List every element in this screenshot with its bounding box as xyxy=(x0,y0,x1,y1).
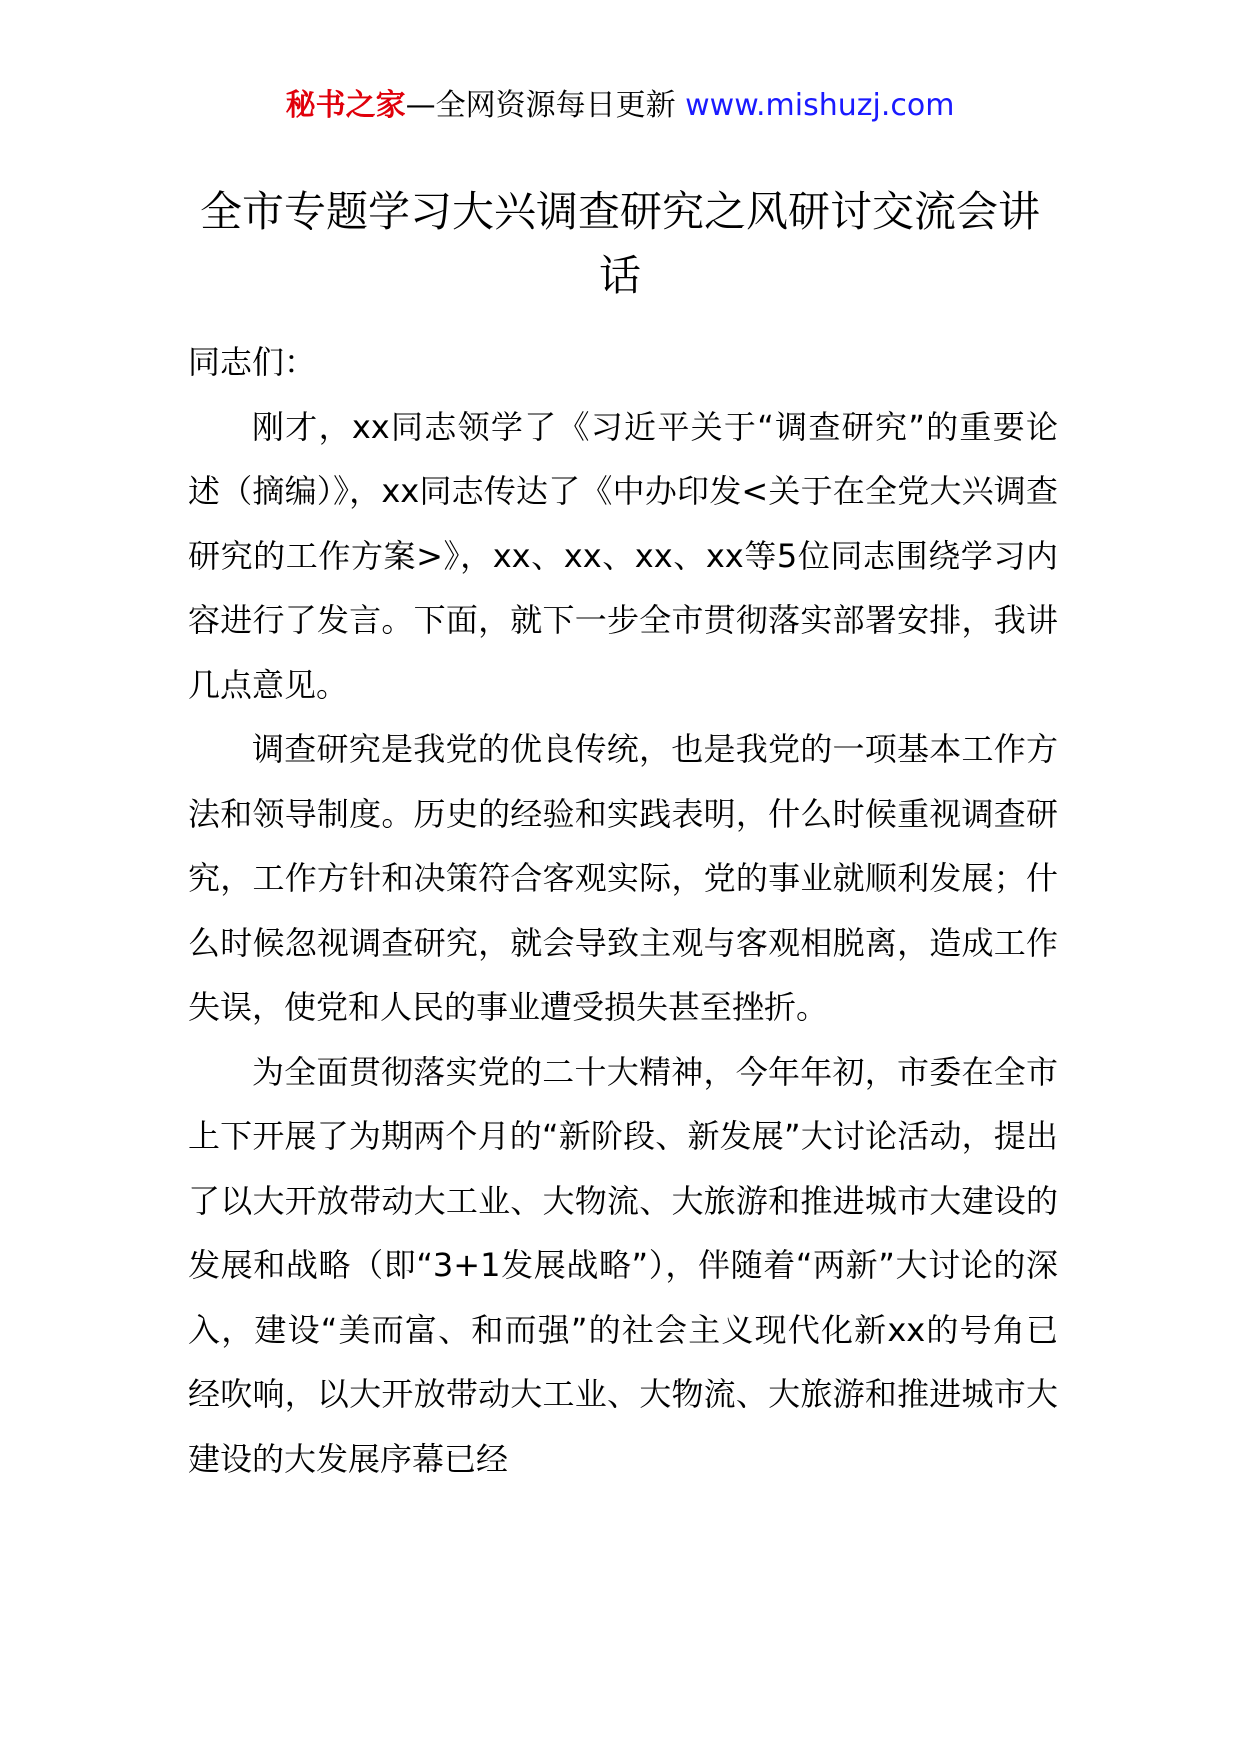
document-body xyxy=(188,330,1058,1491)
paragraph-3: 为全面贯彻落实党的二十大精神，今年年初，市委在全市上下开展了为期两个月的“新阶段、新发展”大讨论活动，提出了以大开放带动大工业、大物流、大旅游和推进城市大建设的发展和战略（即“3+1发展战略”），伴随着“两新”大讨论的深入，建设“美而富、和而强”的社会主义现代化新xx的号角已经吹响，以大开放带动大工业、大物流、大旅游和推进城市大建设的大发展序幕已经 xyxy=(188,1052,1058,1478)
site-url-link[interactable]: www.mishuzj.com xyxy=(685,88,955,123)
site-header xyxy=(0,86,1240,126)
document-title: 全市专题学习大兴调查研究之风研讨交流会讲话 xyxy=(199,187,1040,300)
greeting: 同志们： xyxy=(188,343,317,381)
header-tagline: —全网资源每日更新 xyxy=(405,88,686,123)
paragraph-2: 调查研究是我党的优良传统，也是我党的一项基本工作方法和领导制度。历史的经验和实践表明，什么时候重视调查研究，工作方针和决策符合客观实际，党的事业就顺利发展；什么时候忽视调查研究，就会导致主观与客观相脱离，造成工作失误，使党和人民的事业遭受损失甚至挫折。 xyxy=(188,730,1058,1026)
paragraph-1: 刚才，xx同志领学了《习近平关于“调查研究”的重要论述（摘编）》，xx同志传达了《中办印发<关于在全党大兴调查研究的工作方案>》，xx、xx、xx、xx等5位同志围绕学习内容进行了发言。下面，就下一步全市贯彻落实部署安排，我讲几点意见。 xyxy=(188,407,1058,704)
brand-name: 秘书之家 xyxy=(285,88,406,123)
